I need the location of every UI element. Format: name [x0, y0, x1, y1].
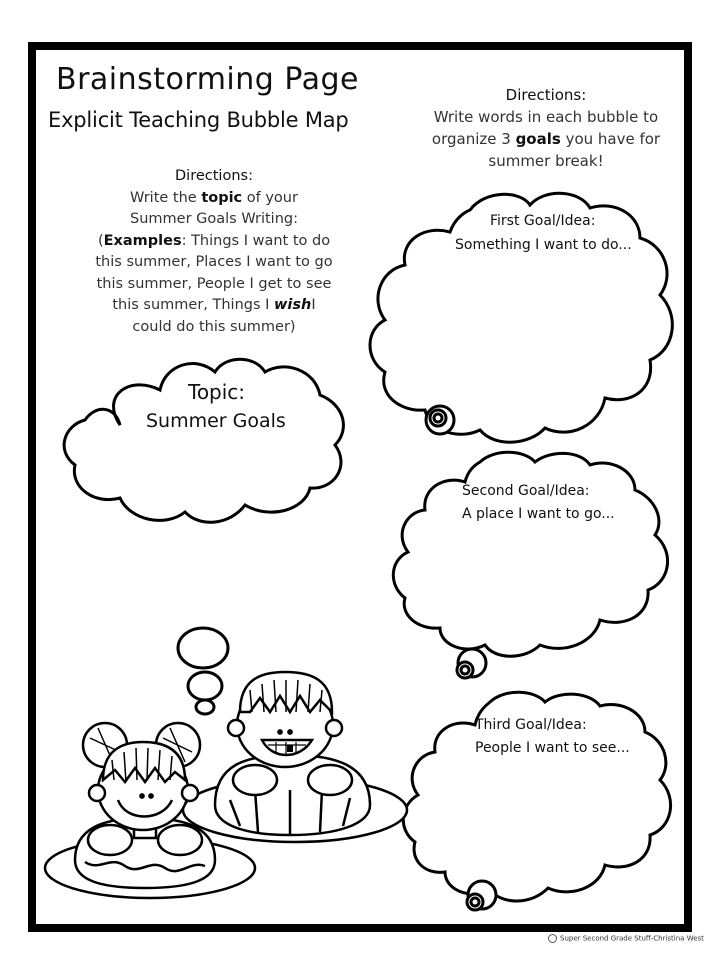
- directions-heading: Directions:: [505, 86, 587, 104]
- directions-goals: [410, 84, 682, 172]
- copyright-icon: [548, 934, 557, 943]
- topic-label: Topic:: [188, 380, 246, 404]
- kids-swim-ring-illustration: [45, 672, 407, 898]
- directions-line: organize 3 goals you have for: [431, 130, 661, 148]
- directions-line: Write the topic of your: [130, 189, 298, 206]
- third-goal-prompt[interactable]: People I want to see...: [475, 740, 630, 756]
- directions-line: this summer, People I get to see: [96, 275, 332, 292]
- first-goal-label: First Goal/Idea:: [490, 213, 596, 229]
- directions-line: summer break!: [488, 152, 604, 170]
- first-goal-prompt[interactable]: Something I want to do...: [455, 237, 632, 253]
- directions-line: Summer Goals Writing:: [130, 211, 298, 227]
- second-goal-label: Second Goal/Idea:: [462, 483, 590, 499]
- directions-line: this summer, Things I wishI: [112, 297, 316, 313]
- directions-line: could do this summer): [132, 318, 296, 335]
- third-goal-label: Third Goal/Idea:: [475, 717, 587, 733]
- directions-line: (Examples: Things I want to do: [97, 232, 331, 249]
- directions-line: this summer, Places I want to go: [95, 254, 333, 270]
- first-goal-cloud: [370, 193, 672, 442]
- copyright-credit: Super Second Grade Stuff-Christina West: [548, 934, 704, 943]
- topic-value[interactable]: Summer Goals: [146, 410, 286, 432]
- directions-heading: Directions:: [175, 168, 253, 184]
- page-subtitle: Explicit Teaching Bubble Map: [48, 108, 349, 132]
- directions-topic: [64, 166, 364, 338]
- page-title: Brainstorming Page: [56, 62, 359, 97]
- directions-line: Write words in each bubble to: [433, 108, 659, 126]
- second-goal-prompt[interactable]: A place I want to go...: [462, 506, 615, 522]
